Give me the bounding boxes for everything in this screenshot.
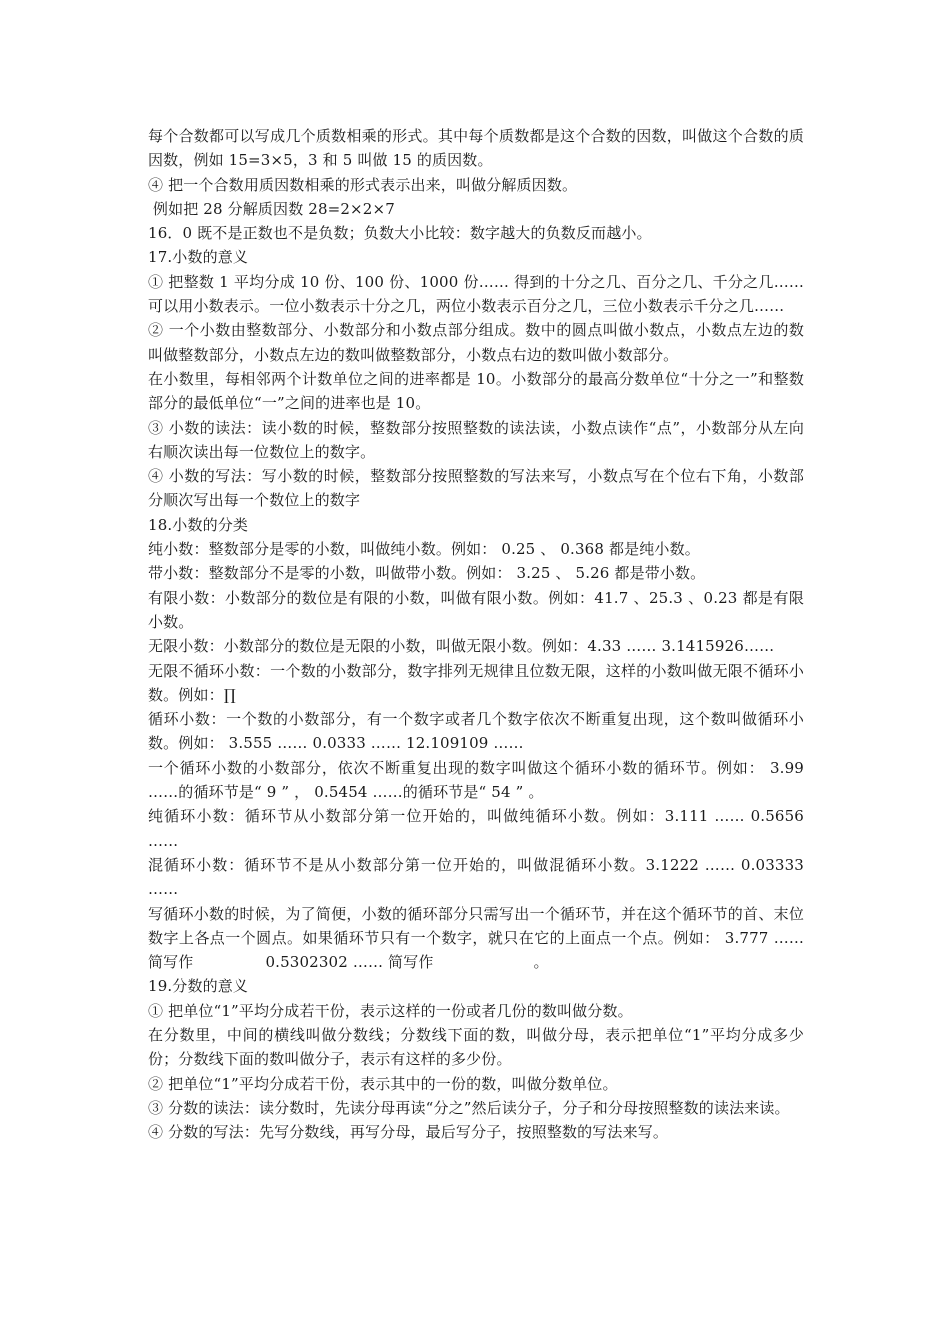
notation-text: 写循环小数的时候，为了简便，小数的循环部分只需写出一个循环节，并在这个循环节的首、末位数字上各点一个圆点。如果循环节只有一个数字，就只在它的上面点一个点。例如： 3.777 …… 简写作 (148, 904, 804, 972)
heading-18-decimal-types: 18.小数的分类 (148, 515, 249, 534)
paragraph-decimal-reading: ③ 小数的读法：读小数的时候，整数部分按照整数的读法读，小数点读作“点”，小数部分从左向右顺次读出每一位数位上的数字。 (148, 418, 804, 461)
notation-end: 。 (533, 953, 549, 972)
paragraph-16-zero-negative: 16．0 既不是正数也不是负数；负数大小比较：数字越大的负数反而越小。 (148, 224, 652, 243)
paragraph-decimal-meaning-2: ② 一个小数由整数部分、小数部分和小数点部分组成。数中的圆点叫做小数点，小数点左边的数叫做整数部分，小数点左边的数叫做整数部分，小数点右边的数叫做小数部分。 (148, 321, 804, 364)
paragraph-finite-decimal: 有限小数：小数部分的数位是有限的小数，叫做有限小数。例如：41.7 、25.3 、0.23 都是有限小数。 (148, 588, 804, 631)
paragraph-pure-decimal: 纯小数：整数部分是零的小数，叫做纯小数。例如： 0.25 、 0.368 都是纯小数。 (148, 540, 700, 559)
paragraph-non-repeating-decimal: 无限不循环小数：一个数的小数部分，数字排列无规律且位数无限，这样的小数叫做无限不循环小数。例如：∏ (148, 661, 804, 704)
document-body (148, 124, 804, 1144)
heading-19-fraction-meaning: 19.分数的意义 (148, 977, 249, 996)
paragraph-composite-factors: 每个合数都可以写成几个质数相乘的形式。其中每个质数都是这个合数的因数，叫做这个合数的质因数，例如 15=3×5，3 和 5 叫做 15 的质因数。 (148, 127, 804, 170)
paragraph-repetend: 一个循环小数的小数部分，依次不断重复出现的数字叫做这个循环小数的循环节。例如： 3.99 ……的循环节是“ 9 ” ， 0.5454 ……的循环节是“ 54 ” 。 (148, 758, 804, 802)
paragraph-repeating-notation (148, 902, 804, 975)
paragraph-fraction-reading: ③ 分数的读法：读分数时，先读分母再读“分之”然后读分子，分子和分母按照整数的读法来读。 (148, 1098, 790, 1117)
paragraph-fraction-unit: ② 把单位“1”平均分成若干份，表示其中的一份的数，叫做分数单位。 (148, 1074, 618, 1093)
paragraph-fraction-line: 在分数里，中间的横线叫做分数线；分数线下面的数，叫做分母，表示把单位“1”平均分成多少份；分数线下面的数叫做分子，表示有这样的多少份。 (148, 1025, 804, 1069)
paragraph-decimal-writing: ④ 小数的写法：写小数的时候，整数部分按照整数的写法来写，小数点写在个位右下角，小数部分顺次写出每一个数位上的数字 (148, 467, 804, 510)
paragraph-fraction-meaning-1: ① 把单位“1”平均分成若干份，表示这样的一份或者几份的数叫做分数。 (148, 1001, 633, 1020)
paragraph-decimal-meaning-1: ① 把整数 1 平均分成 10 份、100 份、1000 份…… 得到的十分之几、百分之几、千分之几…… 可以用小数表示。一位小数表示十分之几，两位小数表示百分之几，三位小数表示千分之几…… (148, 272, 804, 316)
paragraph-decimal-rate: 在小数里，每相邻两个计数单位之间的进率都是 10。小数部分的最高分数单位“十分之一”和整数部分的最低单位“一”之间的进率也是 10。 (148, 369, 804, 413)
paragraph-repeating-decimal: 循环小数：一个数的小数部分，有一个数字或者几个数字依次不断重复出现，这个数叫做循环小数。例如： 3.555 …… 0.0333 …… 12.109109 …… (148, 710, 804, 753)
paragraph-pure-repeating: 纯循环小数：循环节从小数部分第一位开始的，叫做纯循环小数。例如：3.111 …… 0.5656 …… (148, 807, 804, 850)
paragraph-fraction-writing: ④ 分数的写法：先写分数线，再写分母，最后写分子，按照整数的写法来写。 (148, 1123, 669, 1142)
paragraph-prime-factorization: ④ 把一个合数用质因数相乘的形式表示出来，叫做分解质因数。 (148, 175, 578, 194)
heading-17-decimal-meaning: 17.小数的意义 (148, 248, 249, 267)
paragraph-factorization-example: 例如把 28 分解质因数 28=2×2×7 (148, 199, 395, 218)
paragraph-infinite-decimal: 无限小数：小数部分的数位是无限的小数，叫做无限小数。例如：4.33 …… 3.1415926…… (148, 637, 775, 656)
paragraph-mixed-decimal: 带小数：整数部分不是零的小数，叫做带小数。例如： 3.25 、 5.26 都是带小数。 (148, 564, 706, 583)
paragraph-mixed-repeating: 混循环小数：循环节不是从小数部分第一位开始的，叫做混循环小数。3.1222 …… 0.03333 …… (148, 855, 804, 899)
notation-example-2: 0.5302302 …… 简写作 (265, 953, 434, 972)
